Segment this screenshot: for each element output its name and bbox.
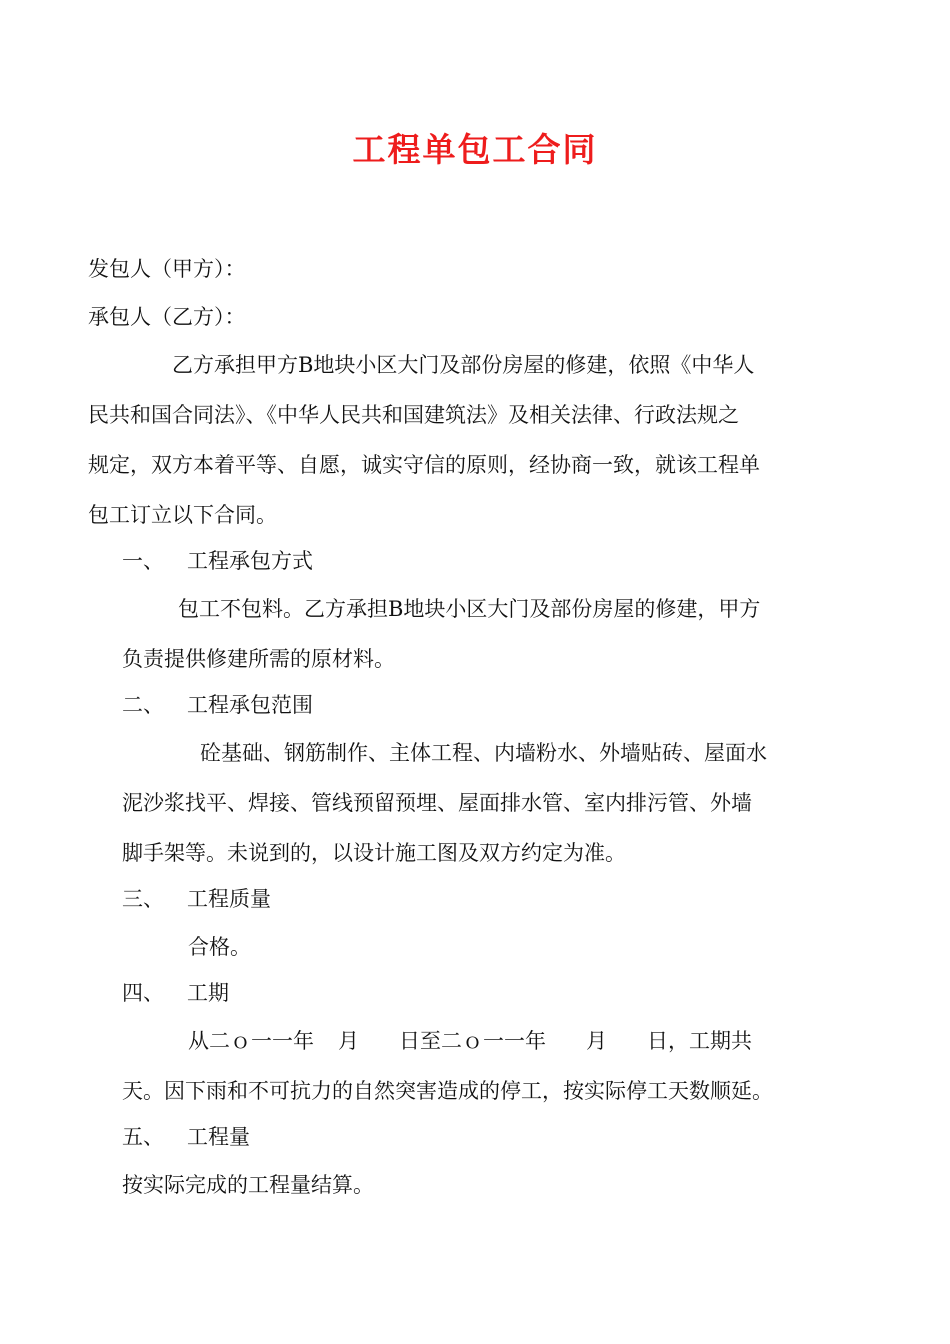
section-heading-text: 工程承包方式 (187, 549, 313, 573)
intro-line-2: 民共和国合同法》、《中华人民共和国建筑法》及相关法律、行政法规之 (88, 403, 739, 427)
section-5-line-1: 按实际完成的工程量结算。 (122, 1173, 374, 1197)
section-heading-4 (122, 978, 229, 1008)
construction-period-line (188, 1026, 752, 1056)
section-heading-text: 工程质量 (187, 887, 271, 911)
section-heading-text: 工程承包范围 (187, 693, 313, 717)
section-heading-5 (122, 1122, 250, 1152)
section-number: 三、 (122, 887, 164, 911)
period-day-2: 日，工期共 (647, 1029, 752, 1053)
section-1-line-1: 包工不包料。乙方承担B地块小区大门及部份房屋的修建，甲方 (178, 597, 761, 621)
section-2-line-2: 泥沙浆找平、焊接、管线预留预埋、屋面排水管、室内排污管、外墙 (122, 791, 752, 815)
section-heading-2 (122, 690, 313, 720)
section-1-line-2: 负责提供修建所需的原材料。 (122, 647, 395, 671)
section-heading-3 (122, 884, 271, 914)
period-month-2: 月 (586, 1029, 607, 1053)
section-4-line-2: 天。因下雨和不可抗力的自然突害造成的停工，按实际停工天数顺延。 (122, 1079, 773, 1103)
party-a-label: 发包人（甲方）： (88, 257, 246, 281)
section-number: 五、 (122, 1125, 164, 1149)
period-from: 从二ｏ一一年 (188, 1029, 314, 1053)
intro-line-1: 乙方承担甲方B地块小区大门及部份房屋的修建，依照《中华人 (172, 353, 755, 377)
section-number: 二、 (122, 693, 164, 717)
section-2-line-1: 砼基础、钢筋制作、主体工程、内墙粉水、外墙贴砖、屋面水 (200, 741, 767, 765)
intro-line-3: 规定，双方本着平等、自愿，诚实守信的原则，经协商一致，就该工程单 (88, 453, 760, 477)
party-b-label: 承包人（乙方）： (88, 305, 246, 329)
section-2-line-3: 脚手架等。未说到的，以设计施工图及双方约定为准。 (122, 841, 626, 865)
section-3-line-1: 合格。 (188, 935, 251, 959)
period-month-1: 月 (338, 1029, 359, 1053)
section-heading-text: 工程量 (187, 1125, 250, 1149)
section-number: 一、 (122, 549, 164, 573)
intro-line-4: 包工订立以下合同。 (88, 503, 277, 527)
section-heading-1 (122, 546, 313, 576)
document-title: 工程单包工合同 (352, 130, 598, 169)
section-number: 四、 (122, 981, 164, 1005)
section-heading-text: 工期 (187, 981, 229, 1005)
period-day-1-to: 日至二ｏ一一年 (399, 1029, 546, 1053)
